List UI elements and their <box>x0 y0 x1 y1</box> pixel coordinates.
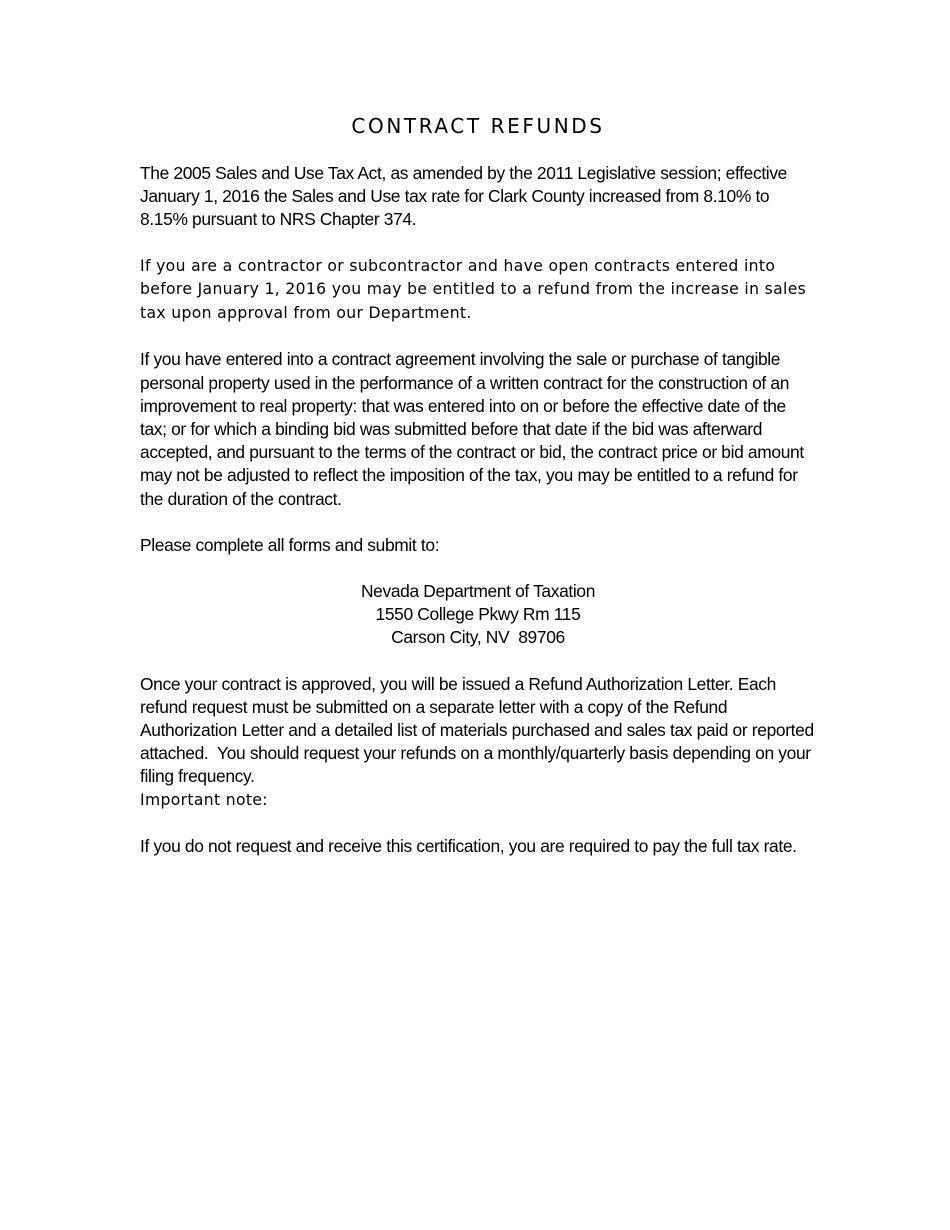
important-note-text: If you do not request and receive this certification, you are required to pay the full tax rate. <box>140 836 797 857</box>
address-line-organization: Nevada Department of Taxation <box>360 581 596 602</box>
document-body <box>140 112 819 858</box>
tax-rate-paragraph: The 2005 Sales and Use Tax Act, as amended by the 2011 Legislative session; effective January 1, 2016 the Sales and Use tax rate for Clark County increased from 8.10% to 8.15% pursuant to NRS Chapter 374. <box>140 163 787 230</box>
page-title: CONTRACT REFUNDS <box>351 114 605 138</box>
address-line-street: 1550 College Pkwy Rm 115 <box>375 604 581 625</box>
contract-agreement-paragraph: If you have entered into a contract agreement involving the sale or purchase of tangible personal property used in the performance of a written contract for the construction of an improvement to real property: that was entered into on or before the effective date of the tax; or for which a binding bid was submitted before that date if the bid was afterward accepted, and pursuant to the terms of the contract or bid, the contract price or bid amount may not be adjusted to reflect the imposition of the tax, you may be entitled to a refund for the duration of the contract. <box>140 349 804 509</box>
address-line-city: Carson City, NV 89706 <box>391 627 565 648</box>
submit-instructions: Please complete all forms and submit to: <box>140 534 440 555</box>
refund-approval-paragraph: Once your contract is approved, you will be issued a Refund Authorization Letter. Each refund request must be submitted on a separate letter with a copy of the Refund Authorization Letter and a detailed list of materials purchased and sales tax paid or reported attached. You should request your refunds on a monthly/quarterly basis depending on your filing frequency. <box>140 673 819 787</box>
contractor-eligibility-paragraph: If you are a contractor or subcontractor and have open contracts entered into before January 1, 2016 you may be entitled to a refund from the increase in sales tax upon approval from our Department. <box>140 256 807 322</box>
mailing-address <box>140 580 816 650</box>
important-note-label: Important note: <box>140 790 268 809</box>
